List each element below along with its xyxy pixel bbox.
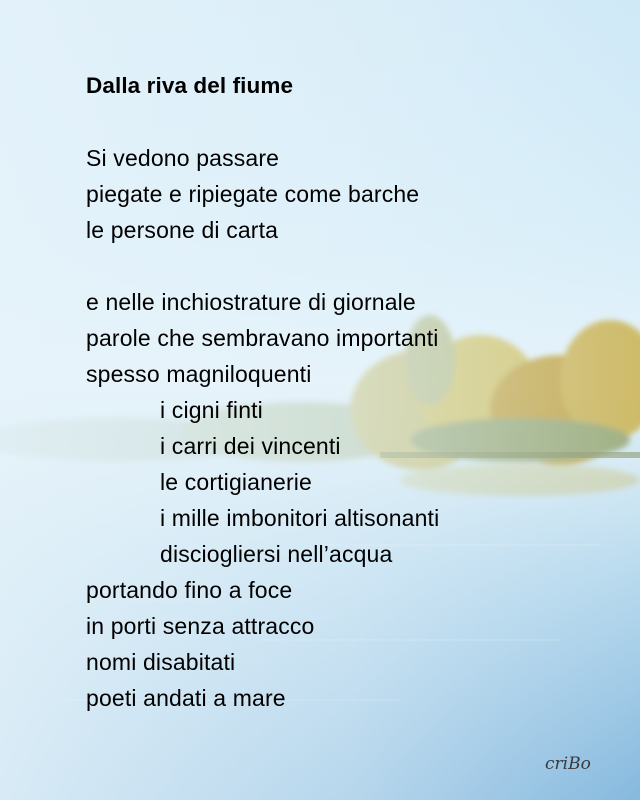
poem-line: Si vedono passare (86, 145, 280, 171)
poem-line: le persone di carta (86, 217, 279, 243)
author-signature: criBo (545, 754, 591, 774)
poem-line-indented: i cigni finti (160, 397, 263, 423)
poem-line-indented: i carri dei vincenti (160, 433, 341, 459)
poem-line: piegate e ripiegate come barche (86, 181, 420, 207)
poem-line: nomi disabitati (86, 649, 236, 675)
poem-title: Dalla riva del fiume (86, 73, 294, 98)
poem-line-indented: le cortigianerie (160, 469, 312, 495)
poem-line: poeti andati a mare (86, 685, 286, 711)
poem-line: parole che sembravano importanti (86, 325, 439, 351)
poem-line-indented: disciogliersi nell’acqua (160, 541, 393, 567)
poem-line: portando fino a foce (86, 577, 293, 603)
poem-line-indented: i mille imbonitori altisonanti (160, 505, 440, 531)
poem-line: in porti senza attracco (86, 613, 315, 639)
poem-line: spesso magniloquenti (86, 361, 312, 387)
poem-line: e nelle inchiostrature di giornale (86, 289, 416, 315)
